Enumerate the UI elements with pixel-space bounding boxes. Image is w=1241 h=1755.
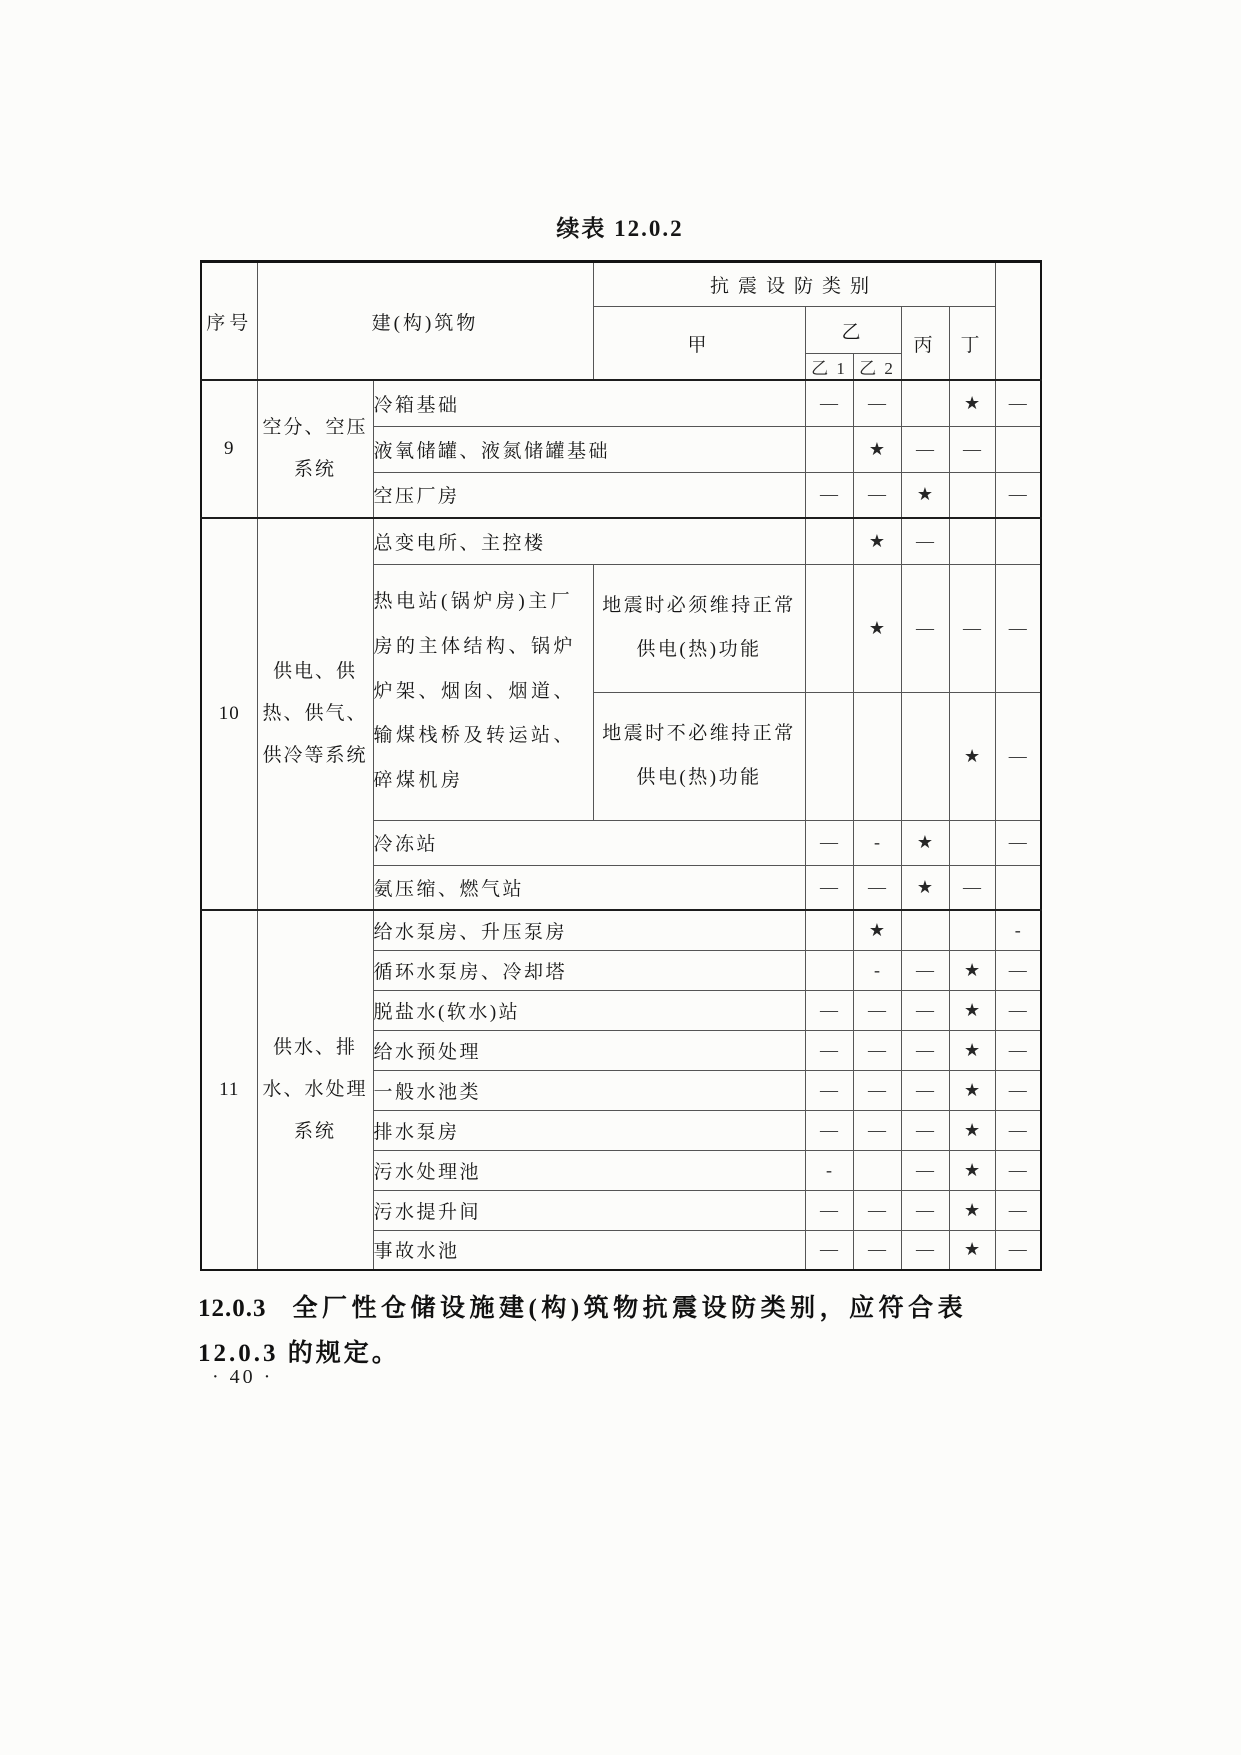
clause-paragraph: [198, 1286, 1046, 1376]
mark-cell: ★: [949, 990, 995, 1030]
mark-cell: —: [949, 564, 995, 692]
mark-cell: —: [805, 865, 853, 910]
mark-cell: ★: [901, 820, 949, 865]
mark-cell: [901, 910, 949, 950]
system-cell: 空分、空压系统: [257, 380, 373, 518]
mark-cell: —: [805, 1110, 853, 1150]
mark-cell: —: [805, 1190, 853, 1230]
mark-cell: ★: [949, 1030, 995, 1070]
mark-cell: —: [901, 1110, 949, 1150]
mark-cell: —: [901, 1150, 949, 1190]
header-col-yi: 乙: [805, 307, 901, 354]
mark-cell: —: [853, 1190, 901, 1230]
mark-cell: —: [949, 426, 995, 472]
mark-cell: ★: [949, 950, 995, 990]
clause-number: 12.0.3: [198, 1295, 267, 1322]
header-col-ding: 丁: [949, 307, 995, 381]
item-cell: 总变电所、主控楼: [373, 518, 805, 564]
condition-cell: 地震时必须维持正常供电(热)功能: [593, 564, 805, 692]
table-row: [201, 380, 1041, 426]
mark-cell: —: [901, 1190, 949, 1230]
mark-cell: —: [995, 1190, 1041, 1230]
mark-cell: —: [853, 1030, 901, 1070]
item-cell: 冷冻站: [373, 820, 805, 865]
item-cell: 给水预处理: [373, 1030, 805, 1070]
condition-cell: 地震时不必维持正常供电(热)功能: [593, 692, 805, 820]
mark-cell: [949, 518, 995, 564]
mark-cell: —: [995, 1230, 1041, 1270]
table-row: [201, 910, 1041, 950]
header-col-jia: 甲: [593, 307, 805, 381]
item-cell: 热电站(锅炉房)主厂房的主体结构、锅炉炉架、烟囱、烟道、输煤栈桥及转运站、碎煤机房: [373, 564, 593, 820]
mark-cell: -: [853, 820, 901, 865]
mark-cell: ★: [853, 518, 901, 564]
header-category-group: 抗震设防类别: [593, 262, 995, 307]
mark-cell: [805, 426, 853, 472]
item-cell: 冷箱基础: [373, 380, 805, 426]
mark-cell: ★: [949, 1190, 995, 1230]
mark-cell: ★: [901, 865, 949, 910]
mark-cell: ★: [949, 1110, 995, 1150]
item-cell: 事故水池: [373, 1230, 805, 1270]
mark-cell: —: [901, 950, 949, 990]
mark-cell: —: [901, 1230, 949, 1270]
mark-cell: —: [995, 564, 1041, 692]
mark-cell: —: [995, 1110, 1041, 1150]
mark-cell: [853, 1150, 901, 1190]
mark-cell: ★: [949, 1150, 995, 1190]
mark-cell: —: [901, 1030, 949, 1070]
mark-cell: [949, 472, 995, 518]
item-cell: 液氧储罐、液氮储罐基础: [373, 426, 805, 472]
mark-cell: —: [995, 990, 1041, 1030]
seismic-category-table: [200, 260, 1042, 1271]
mark-cell: [995, 518, 1041, 564]
mark-cell: ★: [949, 380, 995, 426]
mark-cell: —: [995, 1150, 1041, 1190]
mark-cell: —: [805, 1030, 853, 1070]
item-cell: 污水提升间: [373, 1190, 805, 1230]
mark-cell: —: [901, 564, 949, 692]
serial-cell: 11: [201, 910, 257, 1270]
mark-cell: ★: [853, 564, 901, 692]
mark-cell: —: [901, 990, 949, 1030]
item-cell: 一般水池类: [373, 1070, 805, 1110]
mark-cell: —: [853, 1110, 901, 1150]
clause-line-2: 12.0.3 的规定。: [198, 1340, 400, 1367]
mark-cell: —: [805, 1230, 853, 1270]
table-header: [201, 262, 1041, 381]
mark-cell: [901, 692, 949, 820]
header-col-bing: 丙: [901, 307, 949, 381]
mark-cell: ★: [853, 426, 901, 472]
serial-cell: 9: [201, 380, 257, 518]
mark-cell: -: [853, 950, 901, 990]
mark-cell: [853, 692, 901, 820]
mark-cell: —: [853, 380, 901, 426]
mark-cell: [901, 380, 949, 426]
page-number: · 40 ·: [212, 1366, 274, 1388]
mark-cell: ★: [949, 1230, 995, 1270]
item-cell: 污水处理池: [373, 1150, 805, 1190]
item-cell: 空压厂房: [373, 472, 805, 518]
mark-cell: —: [995, 692, 1041, 820]
mark-cell: -: [995, 910, 1041, 950]
serial-cell: 10: [201, 518, 257, 910]
mark-cell: —: [805, 472, 853, 518]
system-cell: 供水、排水、水处理系统: [257, 910, 373, 1270]
mark-cell: ★: [901, 472, 949, 518]
mark-cell: —: [995, 820, 1041, 865]
mark-cell: —: [805, 1070, 853, 1110]
mark-cell: -: [805, 1150, 853, 1190]
mark-cell: —: [995, 950, 1041, 990]
mark-cell: —: [805, 380, 853, 426]
item-cell: 氨压缩、燃气站: [373, 865, 805, 910]
item-cell: 排水泵房: [373, 1110, 805, 1150]
mark-cell: —: [853, 1070, 901, 1110]
mark-cell: —: [995, 1030, 1041, 1070]
header-building: 建(构)筑物: [257, 262, 593, 381]
mark-cell: ★: [949, 1070, 995, 1110]
item-cell: 脱盐水(软水)站: [373, 990, 805, 1030]
mark-cell: —: [901, 426, 949, 472]
mark-cell: —: [805, 990, 853, 1030]
mark-cell: [949, 820, 995, 865]
system-cell: 供电、供热、供气、供冷等系统: [257, 518, 373, 910]
mark-cell: —: [805, 820, 853, 865]
mark-cell: [805, 692, 853, 820]
mark-cell: —: [853, 865, 901, 910]
mark-cell: [805, 518, 853, 564]
mark-cell: [805, 950, 853, 990]
header-col-yi2: 乙 2: [853, 354, 901, 381]
mark-cell: —: [995, 1070, 1041, 1110]
clause-text: 全厂性仓储设施建(构)筑物抗震设防类别，应符合表: [292, 1295, 968, 1322]
clause-line-1: [198, 1286, 1046, 1331]
mark-cell: [995, 426, 1041, 472]
mark-cell: [805, 564, 853, 692]
header-col-yi1: 乙 1: [805, 354, 853, 381]
mark-cell: —: [995, 472, 1041, 518]
mark-cell: ★: [853, 910, 901, 950]
mark-cell: —: [853, 1230, 901, 1270]
table-title: 续表 12.0.2: [556, 216, 684, 241]
item-cell: 给水泵房、升压泵房: [373, 910, 805, 950]
header-serial: 序号: [201, 262, 257, 381]
mark-cell: —: [949, 865, 995, 910]
mark-cell: [805, 910, 853, 950]
table-row: [201, 518, 1041, 564]
mark-cell: —: [995, 380, 1041, 426]
mark-cell: —: [853, 472, 901, 518]
mark-cell: ★: [949, 692, 995, 820]
mark-cell: —: [901, 1070, 949, 1110]
item-cell: 循环水泵房、冷却塔: [373, 950, 805, 990]
mark-cell: [949, 910, 995, 950]
mark-cell: —: [853, 990, 901, 1030]
mark-cell: [995, 865, 1041, 910]
mark-cell: —: [901, 518, 949, 564]
